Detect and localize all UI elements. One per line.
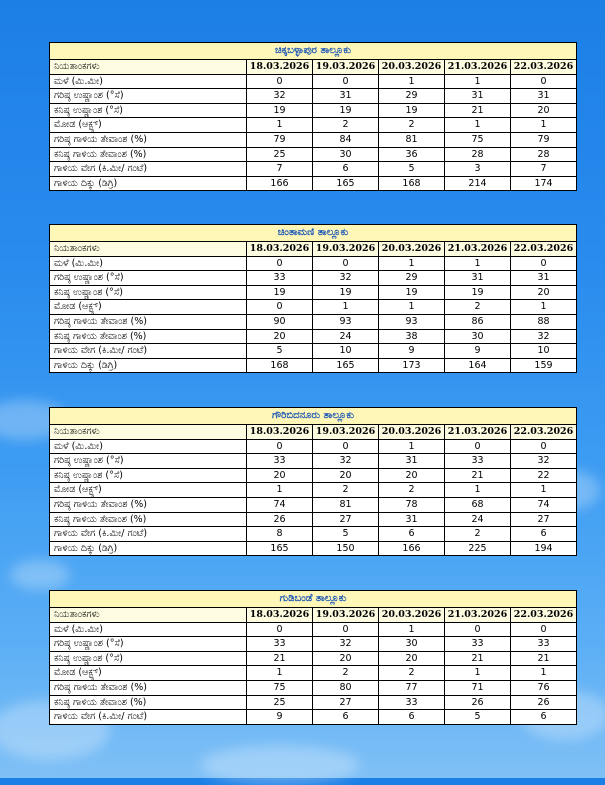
forecast-value: 33 (379, 695, 445, 710)
table-row (50, 118, 577, 133)
forecast-value: 1 (379, 300, 445, 315)
date-header: 18.03.2026 (247, 242, 313, 257)
table-title-row (50, 408, 577, 425)
taluk-title: ಗುಡಿಬಂಡೆ ತಾಲ್ಲೂಕು (50, 591, 577, 608)
parameters-header: ನಿಯತಾಂಕಗಳು (50, 242, 247, 257)
forecast-value: 31 (445, 89, 511, 104)
background-cloud (10, 560, 70, 590)
forecast-value: 22 (511, 468, 577, 483)
date-header: 20.03.2026 (379, 242, 445, 257)
forecast-value: 25 (247, 147, 313, 162)
date-header: 20.03.2026 (379, 60, 445, 75)
forecast-value: 7 (247, 162, 313, 177)
forecast-value: 3 (445, 162, 511, 177)
date-header: 20.03.2026 (379, 608, 445, 623)
forecast-value: 21 (511, 651, 577, 666)
forecast-value: 0 (511, 622, 577, 637)
date-header: 18.03.2026 (247, 425, 313, 440)
parameter-label: ಗರಿಷ್ಠ ಉಷ್ಣಾಂಶ (°ಸೆ) (50, 89, 247, 104)
table-row (50, 468, 577, 483)
forecast-value: 38 (379, 329, 445, 344)
table-title-row (50, 43, 577, 60)
forecast-value: 7 (511, 162, 577, 177)
forecast-value: 5 (247, 344, 313, 359)
forecast-value: 0 (511, 256, 577, 271)
forecast-value: 25 (247, 695, 313, 710)
forecast-value: 33 (511, 637, 577, 652)
parameter-label: ಮೋಡ (ಆಕ್ಟ್ಸ್) (50, 300, 247, 315)
date-header: 19.03.2026 (313, 60, 379, 75)
table-row (50, 512, 577, 527)
forecast-value: 1 (313, 300, 379, 315)
forecast-value: 1 (445, 666, 511, 681)
forecast-value: 1 (511, 118, 577, 133)
forecast-value: 31 (445, 271, 511, 286)
forecast-value: 19 (313, 285, 379, 300)
forecast-value: 9 (247, 710, 313, 725)
table-row (50, 314, 577, 329)
forecast-value: 21 (247, 651, 313, 666)
forecast-value: 0 (247, 256, 313, 271)
date-header: 21.03.2026 (445, 425, 511, 440)
forecast-value: 31 (511, 271, 577, 286)
taluk-forecast-table (49, 42, 577, 191)
forecast-value: 24 (445, 512, 511, 527)
date-header: 22.03.2026 (511, 60, 577, 75)
table-row (50, 541, 577, 556)
forecast-value: 0 (313, 74, 379, 89)
forecast-value: 0 (445, 622, 511, 637)
table-row (50, 300, 577, 315)
forecast-value: 32 (313, 637, 379, 652)
forecast-value: 19 (379, 285, 445, 300)
date-header: 22.03.2026 (511, 608, 577, 623)
parameter-label: ಗರಿಷ್ಠ ಗಾಳಿಯ ತೇವಾಂಶ (%) (50, 680, 247, 695)
table-row (50, 176, 577, 191)
forecast-value: 1 (379, 256, 445, 271)
forecast-value: 1 (511, 300, 577, 315)
table-row (50, 162, 577, 177)
forecast-value: 88 (511, 314, 577, 329)
parameters-header: ನಿಯತಾಂಕಗಳು (50, 60, 247, 75)
taluk-forecast-table (49, 407, 577, 556)
parameter-label: ಕನಿಷ್ಠ ಉಷ್ಣಾಂಶ (°ಸೆ) (50, 103, 247, 118)
date-header: 19.03.2026 (313, 425, 379, 440)
parameters-header: ನಿಯತಾಂಕಗಳು (50, 425, 247, 440)
forecast-value: 10 (313, 344, 379, 359)
forecast-value: 32 (313, 271, 379, 286)
parameter-label: ಗಾಳಿಯ ವೇಗ (ಕಿ.ಮೀ/ ಗಂಟೆ) (50, 527, 247, 542)
table-row (50, 651, 577, 666)
parameter-label: ಗಾಳಿಯ ವೇಗ (ಕಿ.ಮೀ/ ಗಂಟೆ) (50, 162, 247, 177)
table-row (50, 680, 577, 695)
forecast-value: 0 (313, 256, 379, 271)
forecast-value: 77 (379, 680, 445, 695)
forecast-value: 81 (379, 132, 445, 147)
date-header: 22.03.2026 (511, 242, 577, 257)
table-row (50, 637, 577, 652)
parameter-label: ಗಾಳಿಯ ವೇಗ (ಕಿ.ಮೀ/ ಗಂಟೆ) (50, 344, 247, 359)
forecast-value: 20 (511, 103, 577, 118)
forecast-value: 1 (379, 74, 445, 89)
forecast-value: 1 (511, 483, 577, 498)
forecast-value: 32 (511, 454, 577, 469)
forecast-value: 32 (511, 329, 577, 344)
forecast-value: 20 (379, 468, 445, 483)
forecast-value: 81 (313, 497, 379, 512)
parameter-label: ಕನಿಷ್ಠ ಉಷ್ಣಾಂಶ (°ಸೆ) (50, 285, 247, 300)
table-row (50, 439, 577, 454)
table-row (50, 358, 577, 373)
date-header: 21.03.2026 (445, 242, 511, 257)
forecast-value: 0 (313, 622, 379, 637)
forecast-value: 1 (247, 118, 313, 133)
forecast-value: 173 (379, 358, 445, 373)
date-header: 21.03.2026 (445, 60, 511, 75)
forecast-value: 36 (379, 147, 445, 162)
forecast-value: 19 (313, 103, 379, 118)
forecast-value: 20 (247, 329, 313, 344)
forecast-value: 1 (247, 666, 313, 681)
forecast-value: 31 (313, 89, 379, 104)
forecast-value: 0 (313, 439, 379, 454)
forecast-value: 30 (313, 147, 379, 162)
forecast-value: 32 (247, 89, 313, 104)
forecast-value: 10 (511, 344, 577, 359)
parameter-label: ಮಳೆ (ಮಿ.ಮೀ) (50, 622, 247, 637)
forecast-value: 31 (379, 512, 445, 527)
forecast-value: 21 (445, 468, 511, 483)
forecast-value: 24 (313, 329, 379, 344)
table-row (50, 710, 577, 725)
forecast-value: 19 (247, 103, 313, 118)
table-header-row (50, 608, 577, 623)
forecast-value: 1 (445, 118, 511, 133)
table-row (50, 147, 577, 162)
forecast-value: 79 (247, 132, 313, 147)
parameter-label: ಗರಿಷ್ಠ ಗಾಳಿಯ ತೇವಾಂಶ (%) (50, 314, 247, 329)
date-header: 19.03.2026 (313, 242, 379, 257)
parameter-label: ಮಳೆ (ಮಿ.ಮೀ) (50, 439, 247, 454)
forecast-value: 27 (511, 512, 577, 527)
parameter-label: ಗಾಳಿಯ ದಿಕ್ಕು (ಡಿಗ್ರಿ) (50, 176, 247, 191)
forecast-value: 1 (445, 256, 511, 271)
forecast-value: 0 (247, 439, 313, 454)
parameter-label: ಮೋಡ (ಆಕ್ಟ್ಸ್) (50, 666, 247, 681)
forecast-value: 26 (511, 695, 577, 710)
table-title-row (50, 225, 577, 242)
forecast-value: 166 (379, 541, 445, 556)
forecast-value: 1 (511, 666, 577, 681)
forecast-value: 30 (445, 329, 511, 344)
table-row (50, 103, 577, 118)
forecast-value: 5 (445, 710, 511, 725)
forecast-value: 1 (379, 622, 445, 637)
forecast-value: 84 (313, 132, 379, 147)
forecast-value: 5 (313, 527, 379, 542)
forecast-value: 33 (247, 454, 313, 469)
forecast-value: 174 (511, 176, 577, 191)
forecast-value: 165 (247, 541, 313, 556)
background-cloud (200, 745, 360, 785)
forecast-value: 168 (379, 176, 445, 191)
forecast-value: 68 (445, 497, 511, 512)
forecast-value: 26 (445, 695, 511, 710)
forecast-value: 164 (445, 358, 511, 373)
forecast-value: 9 (379, 344, 445, 359)
forecast-value: 74 (247, 497, 313, 512)
forecast-value: 2 (313, 483, 379, 498)
forecast-value: 225 (445, 541, 511, 556)
forecast-value: 29 (379, 271, 445, 286)
parameter-label: ಗರಿಷ್ಠ ಗಾಳಿಯ ತೇವಾಂಶ (%) (50, 497, 247, 512)
forecast-value: 29 (379, 89, 445, 104)
forecast-value: 31 (511, 89, 577, 104)
forecast-value: 2 (313, 666, 379, 681)
parameter-label: ಕನಿಷ್ಠ ಗಾಳಿಯ ತೇವಾಂಶ (%) (50, 695, 247, 710)
forecast-value: 1 (247, 483, 313, 498)
parameter-label: ಗರಿಷ್ಠ ಉಷ್ಣಾಂಶ (°ಸೆ) (50, 454, 247, 469)
forecast-value: 5 (379, 162, 445, 177)
forecast-value: 19 (247, 285, 313, 300)
table-row (50, 344, 577, 359)
forecast-value: 0 (247, 300, 313, 315)
forecast-value: 0 (247, 622, 313, 637)
table-row (50, 74, 577, 89)
parameter-label: ಕನಿಷ್ಠ ಗಾಳಿಯ ತೇವಾಂಶ (%) (50, 512, 247, 527)
parameter-label: ಮೋಡ (ಆಕ್ಟ್ಸ್) (50, 118, 247, 133)
parameter-label: ಮಳೆ (ಮಿ.ಮೀ) (50, 74, 247, 89)
parameter-label: ಗಾಳಿಯ ವೇಗ (ಕಿ.ಮೀ/ ಗಂಟೆ) (50, 710, 247, 725)
forecast-value: 2 (379, 483, 445, 498)
forecast-value: 165 (313, 176, 379, 191)
taluk-forecast-table (49, 590, 577, 725)
forecast-value: 26 (247, 512, 313, 527)
forecast-value: 6 (511, 527, 577, 542)
forecast-value: 93 (313, 314, 379, 329)
date-header: 22.03.2026 (511, 425, 577, 440)
forecast-value: 74 (511, 497, 577, 512)
parameter-label: ಕನಿಷ್ಠ ಉಷ್ಣಾಂಶ (°ಸೆ) (50, 651, 247, 666)
forecast-value: 1 (445, 74, 511, 89)
forecast-value: 90 (247, 314, 313, 329)
forecast-value: 159 (511, 358, 577, 373)
forecast-value: 33 (445, 454, 511, 469)
taluk-title: ಗೌರಿಬಿದನೂರು ತಾಲ್ಲೂಕು (50, 408, 577, 425)
forecast-value: 1 (445, 483, 511, 498)
forecast-value: 79 (511, 132, 577, 147)
forecast-value: 0 (247, 74, 313, 89)
table-row (50, 89, 577, 104)
forecast-value: 31 (379, 454, 445, 469)
forecast-value: 20 (511, 285, 577, 300)
forecast-value: 166 (247, 176, 313, 191)
date-header: 18.03.2026 (247, 608, 313, 623)
forecast-value: 75 (445, 132, 511, 147)
forecast-value: 6 (379, 710, 445, 725)
forecast-value: 2 (445, 527, 511, 542)
forecast-value: 33 (445, 637, 511, 652)
forecast-value: 86 (445, 314, 511, 329)
parameter-label: ಮಳೆ (ಮಿ.ಮೀ) (50, 256, 247, 271)
forecast-value: 2 (379, 118, 445, 133)
forecast-value: 33 (247, 637, 313, 652)
parameter-label: ಗರಿಷ್ಠ ಉಷ್ಣಾಂಶ (°ಸೆ) (50, 637, 247, 652)
forecast-value: 32 (313, 454, 379, 469)
forecast-value: 2 (379, 666, 445, 681)
table-row (50, 329, 577, 344)
forecast-value: 168 (247, 358, 313, 373)
forecast-value: 6 (511, 710, 577, 725)
forecast-value: 165 (313, 358, 379, 373)
forecast-value: 20 (313, 651, 379, 666)
table-row (50, 695, 577, 710)
forecast-value: 75 (247, 680, 313, 695)
forecast-value: 20 (379, 651, 445, 666)
forecast-value: 21 (445, 103, 511, 118)
table-row (50, 454, 577, 469)
table-row (50, 622, 577, 637)
forecast-value: 2 (313, 118, 379, 133)
parameter-label: ಮೋಡ (ಆಕ್ಟ್ಸ್) (50, 483, 247, 498)
forecast-value: 19 (379, 103, 445, 118)
table-row (50, 256, 577, 271)
table-row (50, 483, 577, 498)
parameters-header: ನಿಯತಾಂಕಗಳು (50, 608, 247, 623)
forecast-value: 20 (247, 468, 313, 483)
forecast-value: 78 (379, 497, 445, 512)
forecast-value: 9 (445, 344, 511, 359)
forecast-value: 80 (313, 680, 379, 695)
table-row (50, 527, 577, 542)
taluk-forecast-table (49, 224, 577, 373)
table-header-row (50, 242, 577, 257)
table-row (50, 271, 577, 286)
date-header: 18.03.2026 (247, 60, 313, 75)
table-row (50, 497, 577, 512)
parameter-label: ಕನಿಷ್ಠ ಗಾಳಿಯ ತೇವಾಂಶ (%) (50, 147, 247, 162)
forecast-value: 8 (247, 527, 313, 542)
forecast-value: 2 (445, 300, 511, 315)
parameter-label: ಗಾಳಿಯ ದಿಕ್ಕು (ಡಿಗ್ರಿ) (50, 541, 247, 556)
date-header: 19.03.2026 (313, 608, 379, 623)
forecast-value: 33 (247, 271, 313, 286)
taluk-title: ಚಿಂತಾಮಣಿ ತಾಲ್ಲೂಕು (50, 225, 577, 242)
forecast-value: 0 (511, 74, 577, 89)
forecast-value: 0 (511, 439, 577, 454)
parameter-label: ಕನಿಷ್ಠ ಗಾಳಿಯ ತೇವಾಂಶ (%) (50, 329, 247, 344)
forecast-value: 21 (445, 651, 511, 666)
table-header-row (50, 60, 577, 75)
table-row (50, 132, 577, 147)
parameter-label: ಕನಿಷ್ಠ ಉಷ್ಣಾಂಶ (°ಸೆ) (50, 468, 247, 483)
taluk-title: ಚಿಕ್ಕಬಳ್ಳಾಪುರ ತಾಲ್ಲೂಕು (50, 43, 577, 60)
parameter-label: ಗಾಳಿಯ ದಿಕ್ಕು (ಡಿಗ್ರಿ) (50, 358, 247, 373)
forecast-value: 76 (511, 680, 577, 695)
forecast-value: 28 (511, 147, 577, 162)
forecast-value: 1 (379, 439, 445, 454)
table-row (50, 666, 577, 681)
forecast-value: 19 (445, 285, 511, 300)
date-header: 21.03.2026 (445, 608, 511, 623)
forecast-value: 150 (313, 541, 379, 556)
forecast-value: 214 (445, 176, 511, 191)
forecast-value: 0 (445, 439, 511, 454)
forecast-value: 30 (379, 637, 445, 652)
table-title-row (50, 591, 577, 608)
parameter-label: ಗರಿಷ್ಠ ಗಾಳಿಯ ತೇವಾಂಶ (%) (50, 132, 247, 147)
table-header-row (50, 425, 577, 440)
parameter-label: ಗರಿಷ್ಠ ಉಷ್ಣಾಂಶ (°ಸೆ) (50, 271, 247, 286)
forecast-value: 28 (445, 147, 511, 162)
date-header: 20.03.2026 (379, 425, 445, 440)
forecast-value: 6 (379, 527, 445, 542)
forecast-value: 6 (313, 710, 379, 725)
table-row (50, 285, 577, 300)
forecast-value: 71 (445, 680, 511, 695)
forecast-value: 20 (313, 468, 379, 483)
forecast-value: 93 (379, 314, 445, 329)
forecast-value: 194 (511, 541, 577, 556)
forecast-value: 27 (313, 512, 379, 527)
forecast-value: 6 (313, 162, 379, 177)
forecast-value: 27 (313, 695, 379, 710)
